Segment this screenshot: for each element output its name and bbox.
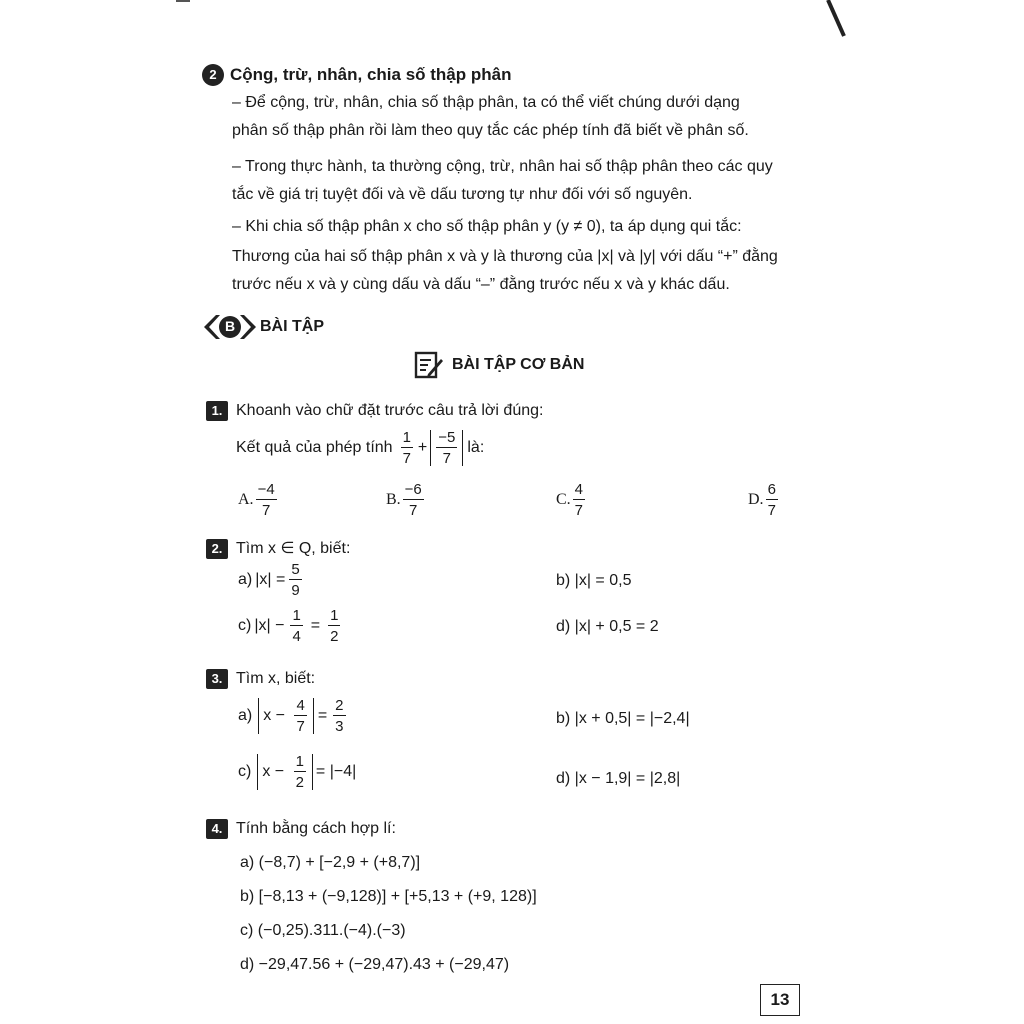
choice-a[interactable]: A. $\frac{-4}{7}$	[238, 481, 275, 519]
section-2-heading	[202, 64, 511, 86]
section-2-p1-line1: – Để cộng, trừ, nhân, chia số thập phân, ta có thể viết chúng dưới dạng	[232, 94, 740, 111]
exercise-1-prompt: Khoanh vào chữ đặt trước câu trả lời đúng:	[236, 402, 544, 419]
exercise-1-badge: 1.	[206, 401, 228, 421]
exercise-3-prompt: Tìm x, biết:	[236, 670, 316, 687]
exercise-4a: a) (−8,7) + [−2,9 + (+8,7)]	[240, 854, 421, 871]
basic-exercises-title: BÀI TẬP CƠ BẢN	[452, 356, 585, 373]
section-b-title: BÀI TẬP	[260, 318, 324, 335]
page-number	[760, 984, 800, 1016]
basic-exercises-header	[414, 350, 584, 380]
exercise-4b: b) [−8,13 + (−9,128)] + [+5,13 + (+9, 128)]	[240, 888, 537, 905]
exercise-4c: c) (−0,25).311.(−4).(−3)	[240, 922, 406, 939]
exercise-4-badge: 4.	[206, 819, 228, 839]
section-2-heading-text: Cộng, trừ, nhân, chia số thập phân	[230, 65, 512, 84]
choice-b[interactable]: B. $\frac{-6}{7}$	[386, 481, 422, 519]
page-number-text: 13	[770, 990, 790, 1009]
exercise-3b: b) |x + 0,5| = |−2,4|	[556, 710, 690, 727]
notepad-pencil-icon	[414, 350, 444, 380]
exercise-1-question-suffix: là:	[467, 439, 485, 456]
section-2-p2-line1: – Trong thực hành, ta thường cộng, trừ, nhân hai số thập phân theo các quy	[232, 158, 773, 175]
exercise-3-prompt-row	[206, 668, 315, 690]
exercise-2c: c) |x| − $\frac{1}{4}$ = $\frac{1}{2}$	[238, 607, 339, 645]
exercise-4-prompt-row	[206, 818, 396, 840]
plus-sign: +	[417, 439, 428, 456]
exercise-3-badge: 3.	[206, 669, 228, 689]
section-2-p2-line2: tắc về giá trị tuyệt đối và về dấu tương tự như đối với số nguyên.	[232, 186, 693, 203]
choice-c[interactable]: C. $\frac{4}{7}$	[556, 481, 584, 519]
fraction-neg5-7: $\frac{-5}{7}$	[438, 429, 456, 467]
exercise-3c: c) x − $\frac{1}{2}$ = |−4|	[238, 753, 357, 791]
exercise-4d: d) −29,47.56 + (−29,47).43 + (−29,47)	[240, 956, 510, 973]
exercise-2a: a) |x| = $\frac{5}{9}$	[238, 561, 300, 599]
exercise-2-badge: 2.	[206, 539, 228, 559]
fraction-1-7: $\frac{1}{7}$	[402, 429, 411, 467]
exercise-1-question-prefix: Kết quả của phép tính	[236, 439, 393, 456]
exercise-3d: d) |x − 1,9| = |2,8|	[556, 770, 681, 787]
exercise-2-prompt: Tìm x ∈ Q, biết:	[236, 540, 351, 557]
section-2-p1-line2: phân số thập phân rồi làm theo quy tắc các phép tính đã biết về phân số.	[232, 122, 749, 139]
scan-mark-corner	[826, 0, 848, 40]
choice-d[interactable]: D. $\frac{6}{7}$	[748, 481, 776, 519]
exercise-2-prompt-row	[206, 538, 350, 560]
section-b-letter: B	[224, 318, 236, 334]
exercise-4-prompt: Tính bằng cách hợp lí:	[236, 820, 396, 837]
section-2-p4-line2: trước nếu x và y cùng dấu và dấu “–” đằng trước nếu x và y khác dấu.	[232, 276, 730, 293]
exercise-1-prompt-row	[206, 400, 543, 422]
section-b-header	[204, 314, 324, 340]
section-2-number-badge: 2	[202, 64, 224, 86]
section-2-p4-line1: Thương của hai số thập phân x và y là thương của |x| và |y| với dấu “+” đằng	[232, 248, 778, 265]
abs-value-bars	[430, 430, 463, 466]
exercise-3a: a) x − $\frac{4}{7}$ = $\frac{2}{3}$	[238, 697, 344, 735]
section-2-p3-line1: – Khi chia số thập phân x cho số thập phân y (y ≠ 0), ta áp dụng qui tắc:	[232, 218, 742, 235]
exercise-1-question	[236, 430, 484, 466]
exercise-2d: d) |x| + 0,5 = 2	[556, 618, 659, 635]
scan-mark-top	[176, 0, 190, 2]
exercise-2b: b) |x| = 0,5	[556, 572, 632, 589]
